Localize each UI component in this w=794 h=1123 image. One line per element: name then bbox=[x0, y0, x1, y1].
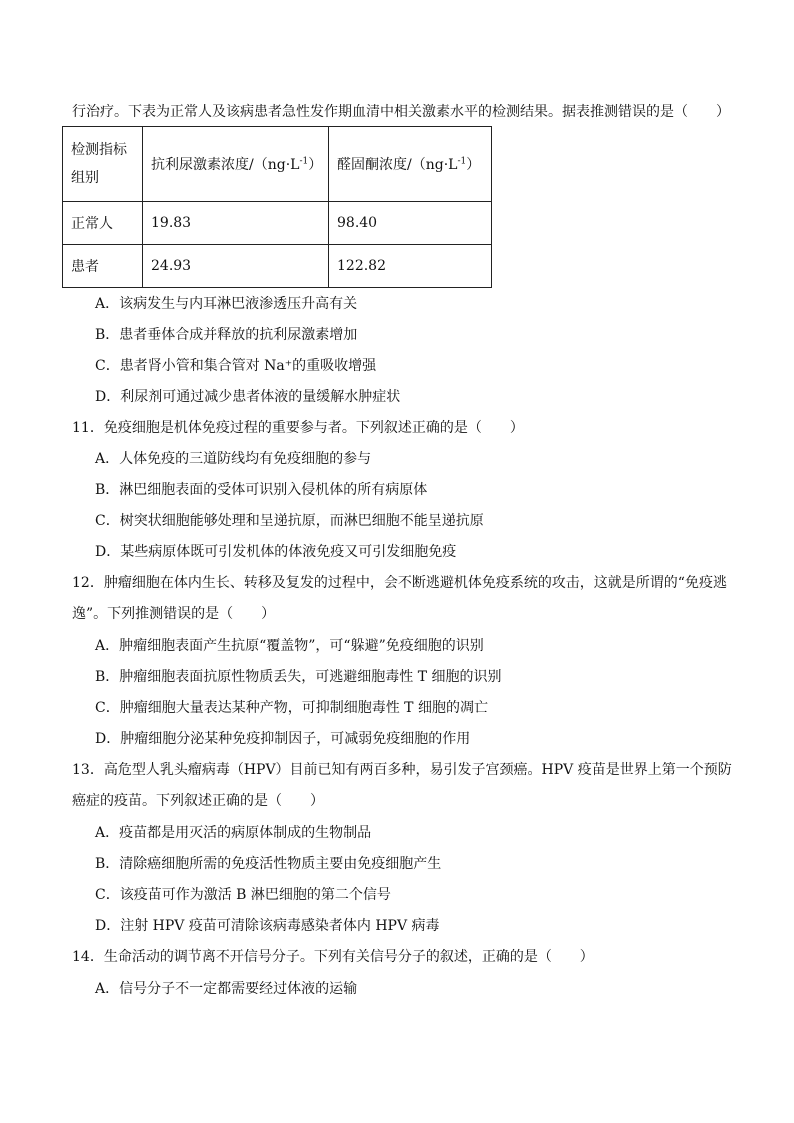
header-aldosterone-concentration: 醛固酮浓度$/(ng\cdot L^{-1})$ bbox=[329, 127, 492, 202]
table-corner-cell bbox=[63, 127, 143, 202]
group-cell: 患者 bbox=[63, 245, 143, 288]
q10-option-a: A．该病发生与内耳淋巴液渗透压升高有关 bbox=[95, 296, 358, 312]
header-adh-concentration: 抗利尿激素浓度$/(ng\cdot L^{-1})$ bbox=[143, 127, 329, 202]
corner-indicator-label: 检测指标 bbox=[71, 142, 127, 158]
q10-option-b: B．患者垂体合成并释放的抗利尿激素增加 bbox=[95, 327, 358, 343]
q12-option-b: B．肿瘤细胞表面抗原性物质丢失，可逃避细胞毒性 T 细胞的识别 bbox=[95, 669, 502, 685]
adh-value-cell: 19.83 bbox=[143, 202, 329, 245]
adh-value-cell: 24.93 bbox=[143, 245, 329, 288]
aldosterone-value-cell: 98.40 bbox=[329, 202, 492, 245]
q10-option-d: D．利尿剂可通过减少患者体液的量缓解水肿症状 bbox=[95, 389, 401, 405]
q12-stem-line2: 逸”。下列推测错误的是（ ） bbox=[72, 606, 276, 622]
question-10-stem-tail: 行治疗。下表为正常人及该病患者急性发作期血清中相关激素水平的检测结果。据表推测错误的是（ ） bbox=[72, 104, 730, 120]
q11-option-c: C．树突状细胞能够处理和呈递抗原，而淋巴细胞不能呈递抗原 bbox=[95, 513, 484, 529]
q13-option-a: A．疫苗都是用灭活的病原体制成的生物制品 bbox=[95, 825, 372, 841]
corner-group-label: 组别 bbox=[71, 170, 99, 186]
table-row bbox=[63, 202, 492, 245]
q13-option-c: C．该疫苗可作为激活 B 淋巴细胞的第二个信号 bbox=[95, 887, 391, 903]
q11-option-d: D．某些病原体既可引发机体的体液免疫又可引发细胞免疫 bbox=[95, 544, 457, 560]
q12-option-d: D．肿瘤细胞分泌某种免疫抑制因子，可减弱免疫细胞的作用 bbox=[95, 731, 471, 747]
q12-stem-line1: 12．肿瘤细胞在体内生长、转移及复发的过程中，会不断逃避机体免疫系统的攻击，这就是所谓的“免疫逃 bbox=[72, 575, 727, 591]
q11-option-b: B．淋巴细胞表面的受体可识别入侵机体的所有病原体 bbox=[95, 482, 428, 498]
q13-option-b: B．清除癌细胞所需的免疫活性物质主要由免疫细胞产生 bbox=[95, 856, 442, 872]
q11-stem: 11．免疫细胞是机体免疫过程的重要参与者。下列叙述正确的是（ ） bbox=[72, 420, 524, 436]
group-cell: 正常人 bbox=[63, 202, 143, 245]
q14-option-a: A．信号分子不一定都需要经过体液的运输 bbox=[95, 981, 358, 997]
table-row bbox=[63, 245, 492, 288]
q13-stem-line2: 癌症的疫苗。下列叙述正确的是（ ） bbox=[72, 793, 324, 809]
q13-option-d: D．注射 HPV 疫苗可清除该病毒感染者体内 HPV 病毒 bbox=[95, 918, 440, 934]
q12-option-a: A．肿瘤细胞表面产生抗原“覆盖物”，可“躲避”免疫细胞的识别 bbox=[95, 638, 484, 654]
q14-stem: 14．生命活动的调节离不开信号分子。下列有关信号分子的叙述，正确的是（ ） bbox=[72, 949, 594, 965]
aldosterone-value-cell: 122.82 bbox=[329, 245, 492, 288]
q13-stem-line1: 13．高危型人乳头瘤病毒（HPV）目前已知有两百多种，易引发子宫颈癌。HPV 疫苗是世界上第一个预防 bbox=[72, 762, 732, 778]
q11-option-a: A．人体免疫的三道防线均有免疫细胞的参与 bbox=[95, 451, 372, 467]
q10-option-c: C．患者肾小管和集合管对 Na⁺的重吸收增强 bbox=[95, 358, 377, 374]
q12-option-c: C．肿瘤细胞大量表达某种产物，可抑制细胞毒性 T 细胞的凋亡 bbox=[95, 700, 488, 716]
table-header-row bbox=[63, 127, 492, 202]
hormone-level-table bbox=[62, 126, 492, 288]
